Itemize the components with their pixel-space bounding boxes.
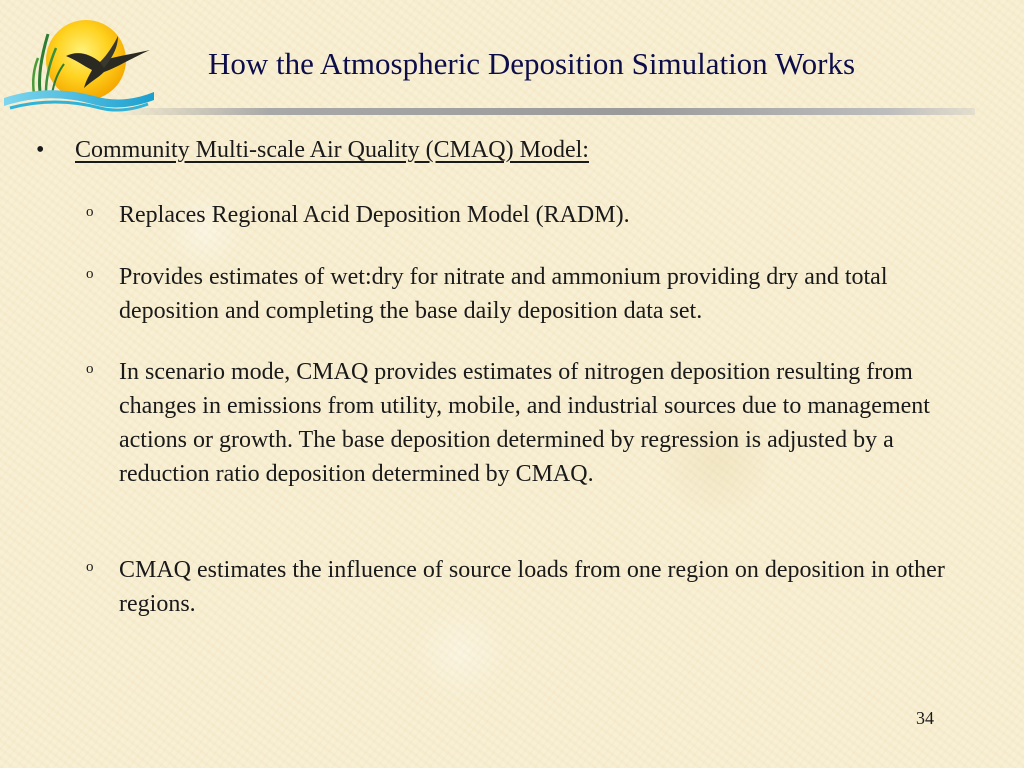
sub-bullet-marker: o: [86, 559, 94, 575]
sub-bullet-marker: o: [86, 361, 94, 377]
list-item-text: Provides estimates of wet:dry for nitrate and ammonium providing dry and total deposition and completing the base daily deposition data set.: [119, 264, 888, 324]
sub-bullet-marker: o: [86, 204, 94, 220]
section-heading: Community Multi-scale Air Quality (CMAQ) Model:: [75, 137, 589, 163]
slide-title: How the Atmospheric Deposition Simulation Works: [208, 46, 856, 81]
main-bullet: •: [36, 137, 45, 163]
page-number: 34: [916, 708, 934, 728]
logo-icon: [4, 14, 160, 114]
title-divider: [115, 108, 975, 115]
list-item-text: Replaces Regional Acid Deposition Model (RADM).: [119, 202, 630, 228]
sub-bullet-marker: o: [86, 266, 94, 282]
sun-bird-water-logo: [4, 14, 160, 114]
list-item-text: CMAQ estimates the influence of source loads from one region on deposition in other regions.: [119, 557, 945, 617]
list-item-text: In scenario mode, CMAQ provides estimates of nitrogen deposition resulting from changes in emissions from utility, mobile, and industrial sources due to management actions or growth. The base deposition determined by regression is adjusted by a reduction ratio deposition determined by CMAQ.: [119, 359, 930, 487]
